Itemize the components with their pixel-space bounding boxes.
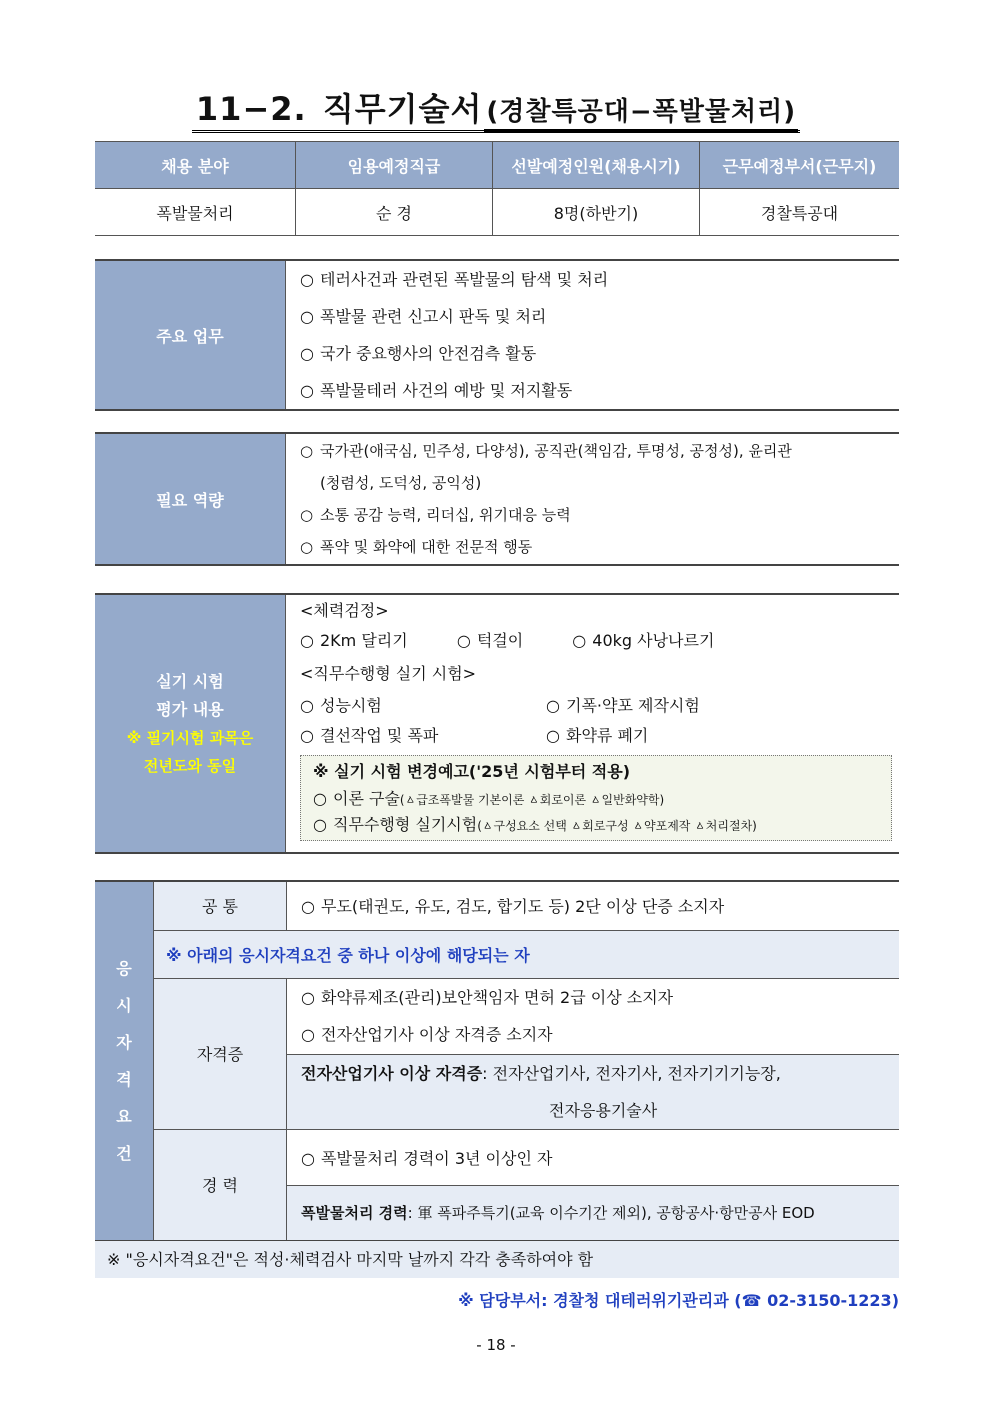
job-item-detonator: 기폭·약포 제작시험	[566, 696, 700, 715]
list-item: ○ 전자산업기사 이상 자격증 소지자	[301, 1025, 553, 1044]
competencies-list	[286, 433, 900, 565]
practical-note-line1: ※ 필기시험 과목은	[126, 728, 254, 747]
practical-section	[95, 593, 899, 854]
job-test-row1: ○ 성능시험 ○ 기폭·약포 제작시험	[300, 696, 700, 715]
list-item: ○ 폭발물 관련 신고시 판독 및 처리	[300, 307, 547, 326]
footnote: ※ "응시자격요건"은 적성·체력검사 마지막 날까지 각각 충족하여야 함	[95, 1241, 899, 1278]
title-number: 11−2.	[194, 90, 309, 133]
certificate-note: 전자산업기사 이상 자격증: 전자산업기사, 전자기사, 전자기기기능장, 전자응용기술사	[287, 1054, 900, 1129]
list-item: ○ 폭약 및 화약에 대한 전문적 행동	[300, 538, 533, 556]
contact-phone: (☎ 02-3150-1223)	[734, 1291, 899, 1310]
practical-label-line2: 평가 내용	[156, 699, 224, 719]
header-dept: 근무예정부서(근무지)	[700, 142, 900, 189]
list-item: ○ 국가관(애국심, 민주성, 다양성), 공직관(책임감, 투명성, 공정성), 윤리관	[300, 442, 792, 460]
certificate-list	[287, 978, 900, 1054]
job-item-wiring: 결선작업 및 폭파	[320, 726, 439, 745]
practical-label-line1: 실기 시험	[156, 671, 224, 691]
summary-value-row	[95, 189, 899, 236]
main-duties-label: 주요 업무	[95, 260, 286, 410]
summary-table	[95, 141, 899, 236]
qualifications-section	[95, 880, 899, 1242]
career-label: 경 력	[154, 1129, 287, 1241]
list-item: ○ 테러사건과 관련된 폭발물의 탐색 및 처리	[300, 270, 609, 289]
fitness-item-run: 2Km 달리기	[320, 631, 408, 650]
list-item: ○ 소통 공감 능력, 리더십, 위기대응 능력	[300, 506, 571, 524]
contact-info	[458, 1288, 899, 1311]
fitness-title: <체력검정>	[300, 601, 389, 620]
title-main: 직무기술서	[321, 90, 485, 133]
career-requirement: ○ 폭발물처리 경력이 3년 이상인 자	[287, 1129, 900, 1185]
notice-item: ○ 직무수행형 실기시험(ㅿ구성요소 선택 ㅿ회로구성 ㅿ약포제작 ㅿ처리절차)	[313, 815, 757, 834]
list-item-continuation: (청렴성, 도덕성, 공익성)	[320, 474, 482, 492]
value-field: 폭발물처리	[95, 189, 296, 236]
practical-note-line2: 전년도와 동일	[143, 756, 237, 775]
value-count: 8명(하반기)	[493, 189, 700, 236]
certificate-label: 자격증	[154, 978, 287, 1129]
common-requirement: ○ 무도(태권도, 유도, 검도, 합기도 등) 2단 이상 단증 소지자	[287, 881, 900, 930]
header-rank: 임용예정직급	[296, 142, 493, 189]
main-duties-list	[286, 260, 900, 410]
page-title	[0, 84, 992, 130]
practical-content	[286, 594, 900, 853]
competencies-label: 필요 역량	[95, 433, 286, 565]
value-rank: 순 경	[296, 189, 493, 236]
fitness-item-pullup: 턱걸이	[476, 631, 524, 650]
list-item: ○ 화약류제조(관리)보안책임자 면허 2급 이상 소지자	[301, 988, 674, 1007]
list-item: ○ 폭발물테러 사건의 예방 및 저지활동	[300, 381, 573, 400]
career-note: 폭발물처리 경력: 軍 폭파주특기(교육 이수기간 제외), 공항공사·항만공사 EOD	[287, 1185, 900, 1241]
practical-label	[95, 594, 286, 853]
any-requirement-notice: ※ 아래의 응시자격요건 중 하나 이상에 해당되는 자	[154, 930, 900, 978]
header-field: 채용 분야	[95, 142, 296, 189]
notice-title: ※ 실기 시험 변경예고('25년 시험부터 적용)	[313, 762, 631, 781]
main-duties-section	[95, 259, 899, 411]
summary-header-row	[95, 142, 899, 189]
competencies-section	[95, 432, 899, 566]
contact-department: ※ 담당부서: 경찰청 대테러위기관리과	[458, 1291, 729, 1310]
notice-item: ○ 이론 구술(ㅿ급조폭발물 기본이론 ㅿ회로이론 ㅿ일반화약학)	[313, 789, 665, 808]
value-dept: 경찰특공대	[700, 189, 900, 236]
qualifications-vertical-label: 응 시 자 격 요 건	[95, 881, 154, 1241]
job-item-performance: 성능시험	[320, 696, 382, 715]
list-item: ○ 국가 중요행사의 안전검측 활동	[300, 344, 537, 363]
exam-change-notice	[300, 755, 892, 841]
fitness-items: ○ 2Km 달리기 ○ 턱걸이 ○ 40kg 사낭나르기	[300, 631, 715, 650]
job-item-disposal: 화약류 폐기	[566, 726, 649, 745]
common-label: 공 통	[154, 881, 287, 930]
header-count: 선발예정인원(채용시기)	[493, 142, 700, 189]
job-test-title: <직무수행형 실기 시험>	[300, 664, 477, 683]
fitness-item-carry: 40kg 사낭나르기	[592, 631, 715, 650]
title-subtitle: (경찰특공대−폭발물처리)	[484, 97, 798, 132]
page-number: - 18 -	[476, 1336, 516, 1354]
job-test-row2: ○ 결선작업 및 폭파 ○ 화약류 폐기	[300, 726, 649, 745]
